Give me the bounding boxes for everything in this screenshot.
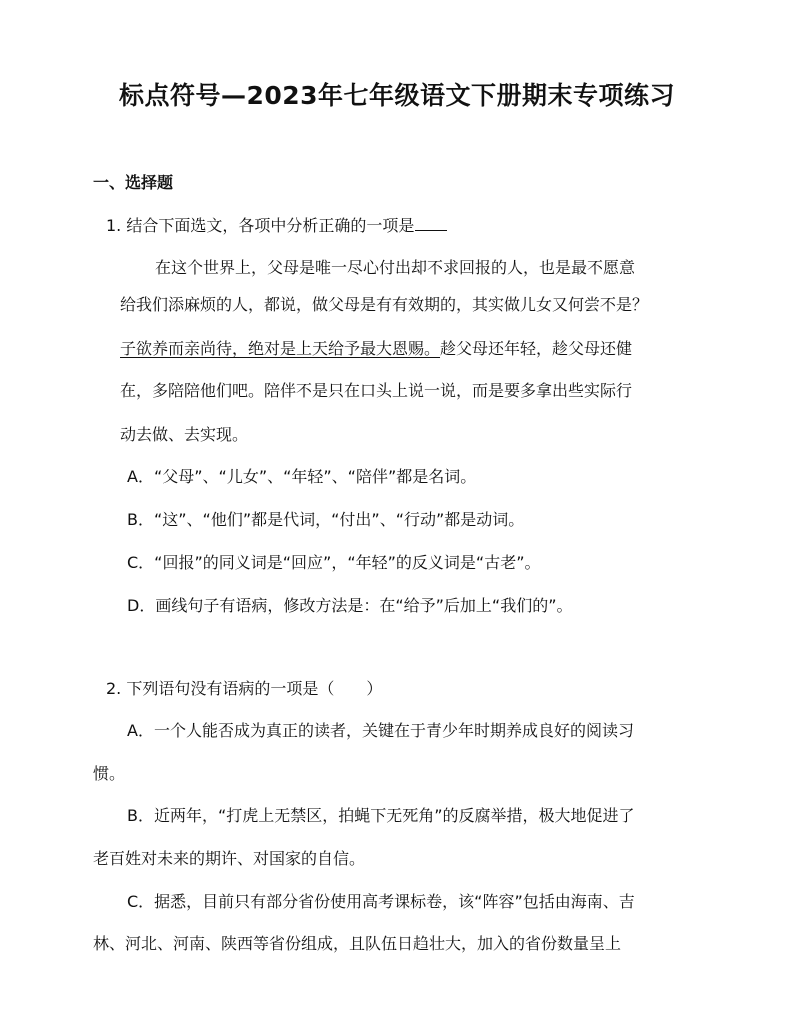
section-heading: 一、选择题 (93, 173, 174, 192)
passage-line-4: 在，多陪陪他们吧。陪伴不是只在口头上说一说，而是要多拿出些实际行 (120, 381, 633, 400)
q2-option-c-line-2: 林、河北、河南、陕西等省份组成，且队伍日趋壮大，加入的省份数量呈上 (93, 934, 622, 953)
question-1-stem (106, 216, 447, 236)
passage-line-3 (120, 339, 632, 359)
answer-blank (415, 216, 447, 231)
passage-line-1: 在这个世界上，父母是唯一尽心付出却不求回报的人，也是最不愿意 (155, 258, 636, 277)
q1-option-a: A．“父母”、“儿女”、“年轻”、“陪伴”都是名词。 (127, 467, 477, 486)
q1-option-b: B．“这”、“他们”都是代词，“付出”、“行动”都是动词。 (127, 510, 525, 529)
passage-line-5: 动去做、去实现。 (120, 425, 249, 444)
q1-option-c: C．“回报”的同义词是“回应”，“年轻”的反义词是“古老”。 (127, 553, 541, 572)
q1-option-d: D．画线句子有语病，修改方法是：在“给予”后加上“我们的”。 (127, 596, 573, 615)
question-2-stem: 2. 下列语句没有语病的一项是（ ） (106, 679, 383, 698)
passage-line-2: 给我们添麻烦的人，都说，做父母是有有效期的，其实做儿女又何尝不是？ (120, 295, 649, 314)
passage-line-3-rest: 趁父母还年轻，趁父母还健 (440, 339, 633, 358)
q2-option-c-line-1: C．据悉，目前只有部分省份使用高考课标卷，该“阵容”包括由海南、吉 (127, 892, 635, 911)
q2-option-a-line-1: A．一个人能否成为真正的读者，关键在于青少年时期养成良好的阅读习 (127, 721, 634, 740)
underlined-sentence: 子欲养而亲尚待，绝对是上天给予最大恩赐。 (120, 339, 441, 358)
q2-option-a-line-2: 惯。 (93, 764, 126, 783)
page-title: 标点符号—2023年七年级语文下册期末专项练习 (118, 81, 676, 110)
q2-option-b-line-2: 老百姓对未来的期许、对国家的自信。 (93, 849, 366, 868)
q2-option-b-line-1: B．近两年，“打虎上无禁区，拍蝇下无死角”的反腐举措，极大地促进了 (127, 806, 635, 825)
question-1-stem-text: 1. 结合下面选文，各项中分析正确的一项是 (106, 216, 415, 235)
